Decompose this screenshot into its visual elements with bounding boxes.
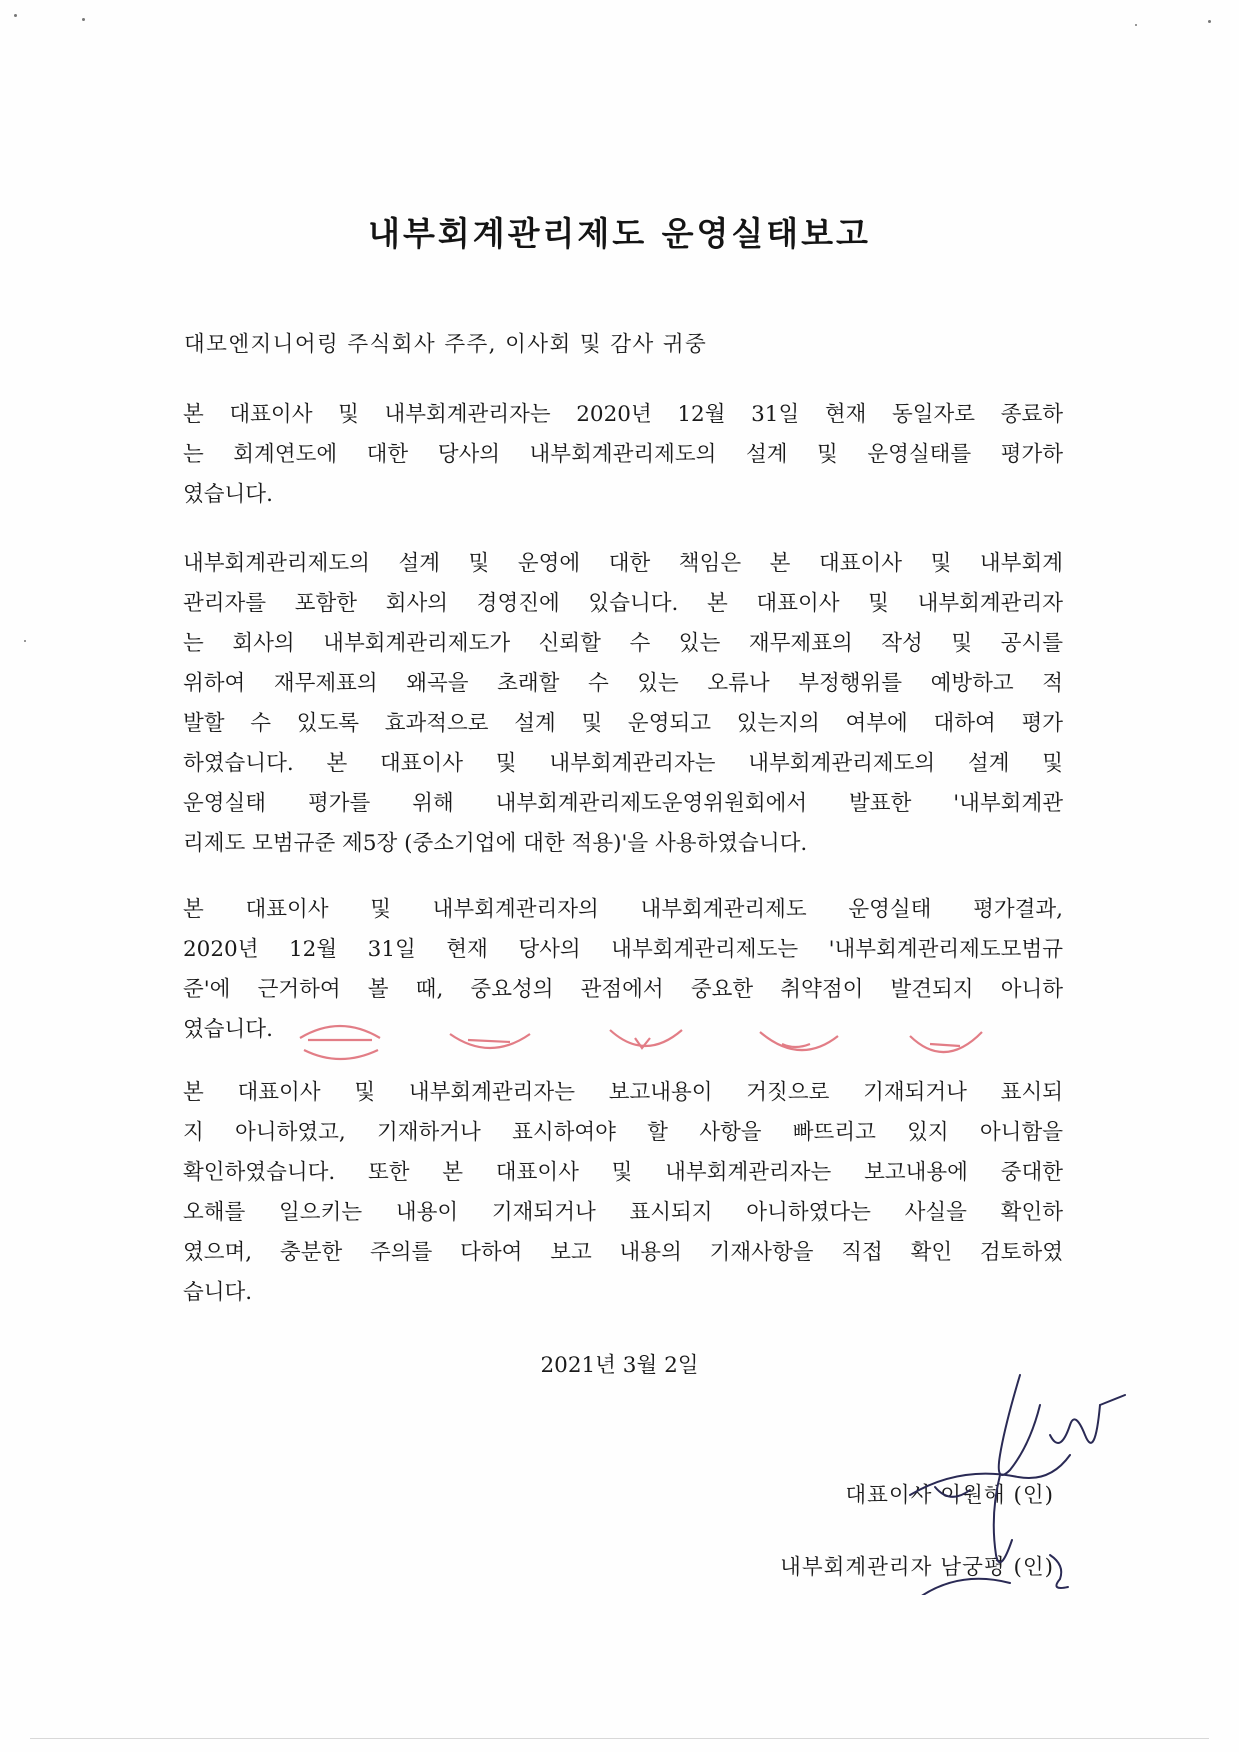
- signatory-seal: (인): [1013, 1483, 1054, 1508]
- paragraph-line: 는 회사의 내부회계관리제도가 신뢰할 수 있는 재무제표의 작성 및 공시를: [183, 631, 1063, 656]
- paragraph-line: 지 아니하였고, 기재하거나 표시하여야 할 사항을 빠뜨리고 있지 아니함을: [183, 1120, 1063, 1145]
- paragraph-line: 관리자를 포함한 회사의 경영진에 있습니다. 본 대표이사 및 내부회계관리자: [183, 591, 1063, 616]
- signatory-accounting-manager: [780, 1550, 1054, 1581]
- page-bottom-edge: [30, 1738, 1209, 1739]
- signatory-name: 남궁평: [940, 1555, 1006, 1580]
- paragraph-line: 리제도 모범규준 제5장 (중소기업에 대한 적용)'을 사용하였습니다.: [183, 831, 808, 856]
- scan-speck: [1208, 20, 1211, 23]
- paragraph-line: 확인하였습니다. 또한 본 대표이사 및 내부회계관리자는 보고내용에 중대한: [183, 1160, 1063, 1185]
- signatory-role: 내부회계관리자: [780, 1555, 933, 1580]
- paragraph-line: 운영실태 평가를 위해 내부회계관리제도운영위원회에서 발표한 '내부회계관: [183, 791, 1063, 816]
- paragraph-line: 내부회계관리제도의 설계 및 운영에 대한 책임은 본 대표이사 및 내부회계: [183, 551, 1063, 576]
- signatory-ceo: [845, 1478, 1054, 1509]
- signatory-seal: (인): [1013, 1555, 1054, 1580]
- paragraph-line: 2020년 12월 31일 현재 당사의 내부회계관리제도는 '내부회계관리제도모범규: [183, 937, 1063, 962]
- paragraph-line: 본 대표이사 및 내부회계관리자의 내부회계관리제도 운영실태 평가결과,: [183, 897, 1063, 922]
- paragraph-line: 였습니다.: [183, 482, 273, 507]
- paragraph-2: [183, 544, 1063, 864]
- paragraph-3: [183, 890, 1063, 1050]
- signatory-name: 이원해: [940, 1483, 1006, 1508]
- paragraph-4: [183, 1073, 1063, 1313]
- paragraph-line: 였으며, 충분한 주의를 다하여 보고 내용의 기재사항을 직접 확인 검토하였: [183, 1240, 1063, 1265]
- scan-speck: [24, 640, 26, 642]
- signatory-role: 대표이사: [845, 1483, 933, 1508]
- paragraph-line: 였습니다.: [183, 1017, 273, 1042]
- document-title: 내부회계관리제도 운영실태보고: [368, 214, 871, 253]
- paragraph-line: 발할 수 있도록 효과적으로 설계 및 운영되고 있는지의 여부에 대하여 평가: [183, 711, 1063, 736]
- scan-speck: [82, 18, 85, 21]
- paragraph-line: 습니다.: [183, 1280, 253, 1305]
- paragraph-line: 하였습니다. 본 대표이사 및 내부회계관리자는 내부회계관리제도의 설계 및: [183, 751, 1063, 776]
- paragraph-line: 본 대표이사 및 내부회계관리자는 2020년 12월 31일 현재 동일자로 종료하: [183, 402, 1063, 427]
- paragraph-line: 준'에 근거하여 볼 때, 중요성의 관점에서 중요한 취약점이 발견되지 아니하: [183, 977, 1063, 1002]
- paragraph-1: [183, 395, 1063, 515]
- paragraph-line: 는 회계연도에 대한 당사의 내부회계관리제도의 설계 및 운영실태를 평가하: [183, 442, 1063, 467]
- report-date: 2021년 3월 2일: [540, 1353, 699, 1378]
- scan-speck: [14, 14, 17, 17]
- scan-speck: [1135, 24, 1137, 26]
- paragraph-line: 오해를 일으키는 내용이 기재되거나 표시되지 아니하였다는 사실을 확인하: [183, 1200, 1063, 1225]
- addressee-line: 대모엔지니어링 주식회사 주주, 이사회 및 감사 귀중: [184, 332, 708, 357]
- paragraph-line: 본 대표이사 및 내부회계관리자는 보고내용이 거짓으로 기재되거나 표시되: [183, 1080, 1063, 1105]
- paragraph-line: 위하여 재무제표의 왜곡을 초래할 수 있는 오류나 부정행위를 예방하고 적: [183, 671, 1063, 696]
